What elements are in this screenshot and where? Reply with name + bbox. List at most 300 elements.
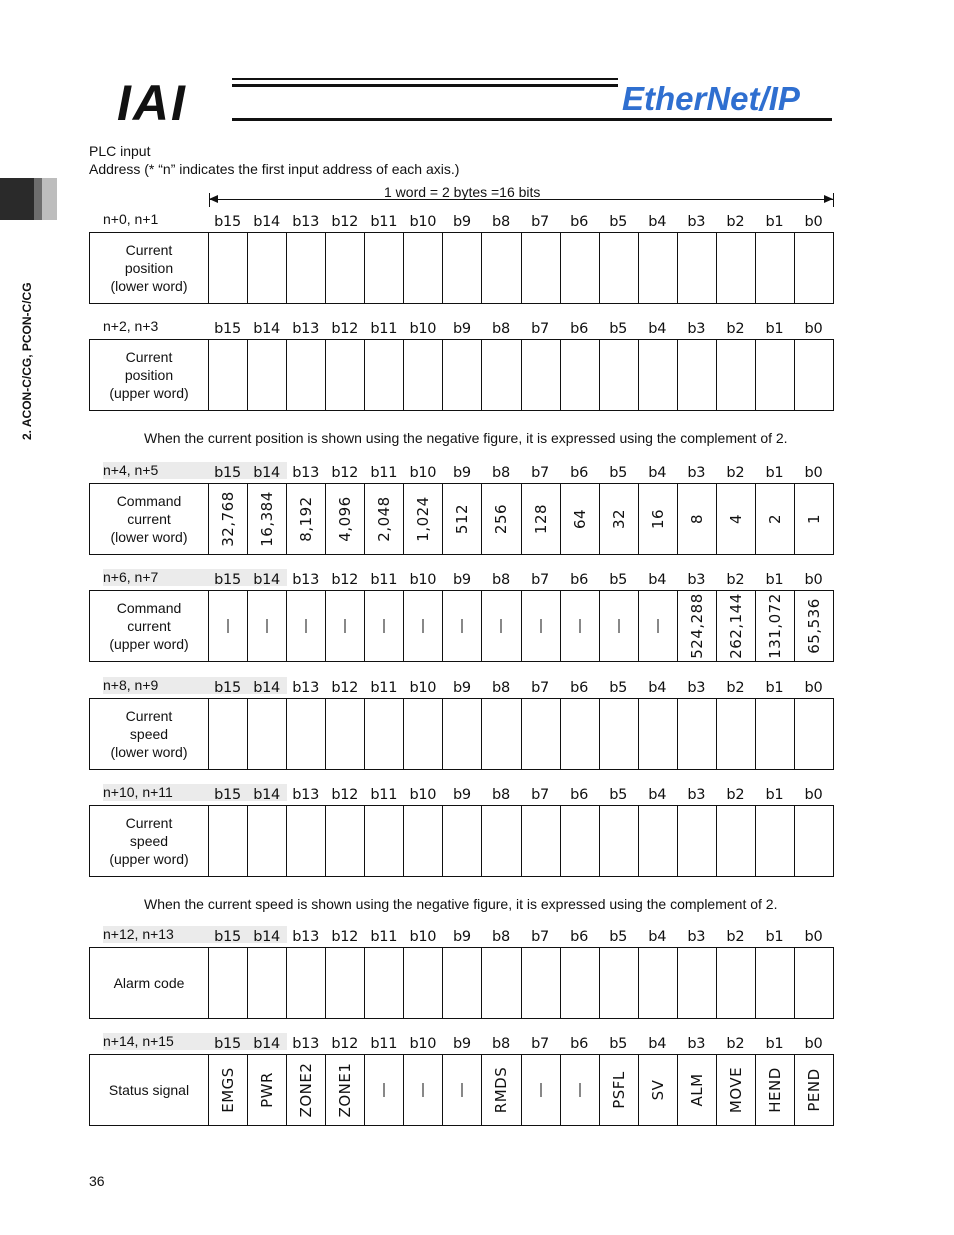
register-address: n+10, n+11 xyxy=(103,784,173,800)
bit-label: b3 xyxy=(687,787,706,803)
bit-cell xyxy=(365,806,404,876)
register-label-line: current xyxy=(127,618,171,634)
bit-cell xyxy=(443,948,482,1018)
bit-cell xyxy=(443,591,482,661)
bit-value: 32 xyxy=(609,508,628,530)
unused-bit-mark xyxy=(267,619,268,633)
speed-complement-note: When the current speed is shown using the negative figure, it is expressed using the complement of 2. xyxy=(144,896,778,912)
register-table xyxy=(89,590,834,662)
bit-cell xyxy=(482,340,521,410)
bit-cell xyxy=(287,1055,326,1125)
bit-value: PWR xyxy=(258,1072,277,1108)
bit-cell xyxy=(678,340,717,410)
bit-label: b9 xyxy=(452,929,471,945)
bit-value: 4,096 xyxy=(336,496,355,542)
bit-cell xyxy=(404,340,443,410)
bit-header-row xyxy=(208,214,833,230)
bit-value: 8 xyxy=(687,513,706,525)
bit-label: b4 xyxy=(648,572,667,588)
bit-label: b11 xyxy=(370,787,398,803)
register-label-line: Command xyxy=(116,600,182,616)
bit-cell xyxy=(561,806,600,876)
bit-cell xyxy=(756,806,795,876)
unused-bit-mark xyxy=(423,619,424,633)
register-label-line: (upper word) xyxy=(109,636,189,652)
bit-label: b9 xyxy=(452,572,471,588)
bit-label: b4 xyxy=(648,465,667,481)
bit-cell xyxy=(482,233,521,303)
register-address: n+8, n+9 xyxy=(103,677,159,693)
register-label xyxy=(90,1055,209,1125)
bit-value: 4 xyxy=(726,513,745,525)
bit-cell xyxy=(561,948,600,1018)
register-table xyxy=(89,1054,834,1126)
bit-cell xyxy=(326,1055,365,1125)
bit-label: b14 xyxy=(253,321,280,337)
bit-cell xyxy=(287,340,326,410)
bit-cell xyxy=(287,233,326,303)
bit-label: b2 xyxy=(726,680,745,696)
bit-label: b1 xyxy=(765,465,784,481)
register-table xyxy=(89,232,834,304)
unused-bit-mark xyxy=(540,1083,541,1097)
bit-value: MOVE xyxy=(726,1066,745,1114)
bit-label: b15 xyxy=(214,465,241,481)
bit-label: b12 xyxy=(331,787,359,803)
bit-label: b3 xyxy=(687,680,706,696)
bit-header-row xyxy=(208,1036,833,1052)
bit-label: b6 xyxy=(570,680,589,696)
bit-label: b6 xyxy=(570,214,589,230)
bit-label: b11 xyxy=(370,321,398,337)
bit-cell xyxy=(678,233,717,303)
bit-cell xyxy=(678,1055,717,1125)
bit-cell xyxy=(365,591,404,661)
bit-value: 524,288 xyxy=(687,593,706,659)
bit-label: b10 xyxy=(409,321,437,337)
unused-bit-mark xyxy=(501,619,502,633)
bit-cell xyxy=(248,591,287,661)
bit-label: b11 xyxy=(370,465,398,481)
unused-bit-mark xyxy=(657,619,658,633)
bit-cell xyxy=(443,233,482,303)
bit-label: b14 xyxy=(253,572,280,588)
bit-cell xyxy=(600,948,639,1018)
bit-cell xyxy=(248,948,287,1018)
bit-cell xyxy=(639,699,678,769)
bit-label: b10 xyxy=(409,787,437,803)
bit-value: 65,536 xyxy=(804,598,823,654)
register-label-line: speed xyxy=(129,833,169,849)
bit-label: b15 xyxy=(214,787,241,803)
register-label-line: Current xyxy=(125,815,173,831)
side-tab-marker-light xyxy=(42,178,57,220)
bit-cell xyxy=(639,948,678,1018)
bit-cell xyxy=(326,948,365,1018)
bit-label: b3 xyxy=(687,465,706,481)
bit-cell xyxy=(522,591,561,661)
bit-label: b8 xyxy=(492,465,510,481)
bit-label: b10 xyxy=(409,465,437,481)
bit-value: 128 xyxy=(531,503,550,535)
bit-cell xyxy=(639,340,678,410)
address-description: Address (* “n” indicates the first input address of each axis.) xyxy=(89,161,460,177)
bit-cell xyxy=(522,1055,561,1125)
register-label-line: (upper word) xyxy=(109,385,189,401)
bit-label: b12 xyxy=(331,214,359,230)
bit-cell xyxy=(404,948,443,1018)
unused-bit-mark xyxy=(462,1083,463,1097)
bit-cell xyxy=(678,484,717,554)
bit-label: b15 xyxy=(214,321,241,337)
bit-label: b4 xyxy=(648,214,667,230)
bit-cell xyxy=(600,806,639,876)
bit-label: b6 xyxy=(570,929,589,945)
bit-cell xyxy=(717,591,756,661)
bit-label: b15 xyxy=(214,214,241,230)
register-label-line: Current xyxy=(125,242,173,258)
bit-value: EMGS xyxy=(219,1067,238,1113)
bit-cell xyxy=(561,591,600,661)
bit-label: b3 xyxy=(687,929,706,945)
header-rule-thick xyxy=(232,118,832,121)
bit-cell xyxy=(482,1055,521,1125)
bit-cell xyxy=(600,591,639,661)
unused-bit-mark xyxy=(423,1083,424,1097)
bit-label: b12 xyxy=(331,572,359,588)
bit-label: b5 xyxy=(609,929,628,945)
bit-value: 512 xyxy=(453,503,472,535)
iai-logo: IAI xyxy=(117,75,187,131)
bit-cell xyxy=(756,233,795,303)
bit-label: b2 xyxy=(726,929,745,945)
bit-value: 2,048 xyxy=(375,496,394,542)
bit-label: b6 xyxy=(570,572,589,588)
bit-header-row xyxy=(208,929,833,945)
register-table xyxy=(89,339,834,411)
bit-label: b5 xyxy=(609,787,628,803)
register-address: n+14, n+15 xyxy=(103,1033,174,1049)
bit-cell xyxy=(404,806,443,876)
bit-cell xyxy=(561,233,600,303)
bit-label: b0 xyxy=(804,321,823,337)
bit-cell xyxy=(639,484,678,554)
bit-cell xyxy=(287,699,326,769)
bit-label: b3 xyxy=(687,572,706,588)
bit-label: b11 xyxy=(370,214,398,230)
register-label xyxy=(90,340,209,410)
bit-label: b0 xyxy=(804,214,823,230)
bit-cell xyxy=(287,591,326,661)
side-tab-marker-gray xyxy=(34,178,42,220)
bit-cell xyxy=(561,484,600,554)
register-label xyxy=(90,948,209,1018)
register-label-line: Current xyxy=(125,708,173,724)
bit-cell xyxy=(756,948,795,1018)
bit-cell xyxy=(795,948,833,1018)
bit-label: b14 xyxy=(253,787,280,803)
bit-label: b7 xyxy=(531,787,549,803)
register-label-line: position xyxy=(124,367,174,383)
bit-label: b5 xyxy=(609,465,628,481)
bit-cell xyxy=(248,1055,287,1125)
plc-input-heading: PLC input xyxy=(89,143,151,159)
word-span-arrow xyxy=(209,199,833,200)
bit-value: PSFL xyxy=(609,1071,628,1109)
bit-label: b10 xyxy=(409,680,437,696)
bit-label: b10 xyxy=(409,572,437,588)
bit-cell xyxy=(482,484,521,554)
bit-cell xyxy=(756,1055,795,1125)
bit-label: b13 xyxy=(292,465,320,481)
bit-label: b1 xyxy=(765,321,784,337)
bit-label: b0 xyxy=(804,787,823,803)
bit-cell xyxy=(678,948,717,1018)
bit-cell xyxy=(795,591,833,661)
bit-label: b1 xyxy=(765,787,784,803)
bit-value: 16,384 xyxy=(258,491,277,547)
bit-cell xyxy=(561,1055,600,1125)
register-label-line: Command xyxy=(116,493,182,509)
bit-cell xyxy=(522,806,561,876)
bit-label: b11 xyxy=(370,1036,398,1052)
bit-label: b2 xyxy=(726,1036,745,1052)
bit-label: b6 xyxy=(570,465,589,481)
bit-cell xyxy=(600,484,639,554)
bit-value: 8,192 xyxy=(297,496,316,542)
bit-label: b8 xyxy=(492,680,510,696)
bit-cell xyxy=(443,340,482,410)
bit-label: b8 xyxy=(492,572,510,588)
bit-cell xyxy=(482,591,521,661)
bit-label: b9 xyxy=(452,1036,471,1052)
bit-label: b1 xyxy=(765,680,784,696)
bit-label: b7 xyxy=(531,680,549,696)
bit-header-row xyxy=(208,321,833,337)
register-label-line: current xyxy=(127,511,171,527)
register-label-line: (lower word) xyxy=(110,529,188,545)
register-label xyxy=(90,484,209,554)
bit-cell xyxy=(365,948,404,1018)
bit-label: b2 xyxy=(726,465,745,481)
bit-cell xyxy=(639,806,678,876)
bit-cell xyxy=(287,948,326,1018)
bit-label: b8 xyxy=(492,929,510,945)
bit-label: b1 xyxy=(765,214,784,230)
bit-label: b4 xyxy=(648,680,667,696)
bit-label: b12 xyxy=(331,465,359,481)
register-address: n+12, n+13 xyxy=(103,926,174,942)
bit-label: b8 xyxy=(492,321,510,337)
bit-label: b7 xyxy=(531,214,549,230)
bit-cell xyxy=(678,699,717,769)
unused-bit-mark xyxy=(579,619,580,633)
bit-cell xyxy=(248,233,287,303)
bit-cell xyxy=(717,948,756,1018)
bit-cell xyxy=(365,484,404,554)
unused-bit-mark xyxy=(579,1083,580,1097)
bit-cell xyxy=(639,233,678,303)
bit-cell xyxy=(443,699,482,769)
bit-label: b4 xyxy=(648,787,667,803)
bit-label: b2 xyxy=(726,572,745,588)
bit-label: b1 xyxy=(765,572,784,588)
bit-cell xyxy=(756,699,795,769)
bit-label: b2 xyxy=(726,214,745,230)
bit-label: b14 xyxy=(253,1036,280,1052)
bit-cell xyxy=(287,484,326,554)
unused-bit-mark xyxy=(306,619,307,633)
bit-cell xyxy=(248,806,287,876)
register-address: n+6, n+7 xyxy=(103,569,159,585)
word-span-tick-right xyxy=(833,193,834,207)
bit-value: SV xyxy=(648,1079,667,1101)
register-label-line: position xyxy=(124,260,174,276)
bit-header-row xyxy=(208,680,833,696)
bit-cell xyxy=(209,233,248,303)
bit-header-row xyxy=(208,465,833,481)
bit-label: b9 xyxy=(452,321,471,337)
bit-label: b0 xyxy=(804,929,823,945)
bit-label: b8 xyxy=(492,787,510,803)
bit-cell xyxy=(365,699,404,769)
bit-label: b5 xyxy=(609,1036,628,1052)
bit-label: b7 xyxy=(531,572,549,588)
bit-cell xyxy=(443,806,482,876)
bit-header-row xyxy=(208,572,833,588)
bit-cell xyxy=(482,699,521,769)
bit-cell xyxy=(248,340,287,410)
bit-cell xyxy=(209,806,248,876)
position-complement-note: When the current position is shown using the negative figure, it is expressed using the complement of 2. xyxy=(144,430,788,446)
unused-bit-mark xyxy=(384,1083,385,1097)
bit-label: b11 xyxy=(370,680,398,696)
unused-bit-mark xyxy=(384,619,385,633)
bit-label: b7 xyxy=(531,1036,549,1052)
bit-value: 32,768 xyxy=(219,491,238,547)
bit-cell xyxy=(209,948,248,1018)
bit-value: 16 xyxy=(648,508,667,530)
register-table xyxy=(89,698,834,770)
word-size-note: 1 word = 2 bytes =16 bits xyxy=(384,184,541,200)
bit-label: b4 xyxy=(648,1036,667,1052)
header-rule-mid xyxy=(232,84,618,87)
bit-value: 64 xyxy=(570,508,589,530)
bit-label: b2 xyxy=(726,321,745,337)
register-label-line: (lower word) xyxy=(110,744,188,760)
bit-cell xyxy=(522,340,561,410)
register-table xyxy=(89,947,834,1019)
register-label-line: (upper word) xyxy=(109,851,189,867)
bit-label: b0 xyxy=(804,572,823,588)
bit-label: b10 xyxy=(409,1036,437,1052)
bit-cell xyxy=(795,699,833,769)
bit-cell xyxy=(404,591,443,661)
bit-value: 1 xyxy=(804,513,823,525)
bit-cell xyxy=(678,806,717,876)
bit-cell xyxy=(717,484,756,554)
bit-header-row xyxy=(208,787,833,803)
bit-cell xyxy=(326,233,365,303)
bit-cell xyxy=(561,699,600,769)
word-span-tick-left xyxy=(209,193,210,207)
bit-label: b9 xyxy=(452,680,471,696)
bit-label: b15 xyxy=(214,572,241,588)
bit-cell xyxy=(404,1055,443,1125)
unused-bit-mark xyxy=(345,619,346,633)
bit-cell xyxy=(365,1055,404,1125)
bit-label: b4 xyxy=(648,321,667,337)
bit-cell xyxy=(248,699,287,769)
bit-cell xyxy=(717,806,756,876)
bit-label: b9 xyxy=(452,787,471,803)
bit-cell xyxy=(522,948,561,1018)
register-label xyxy=(90,806,209,876)
bit-label: b5 xyxy=(609,214,628,230)
bit-label: b15 xyxy=(214,929,241,945)
bit-cell xyxy=(795,806,833,876)
bit-cell xyxy=(600,699,639,769)
bit-cell xyxy=(404,233,443,303)
bit-label: b5 xyxy=(609,321,628,337)
bit-cell xyxy=(717,233,756,303)
bit-value: ALM xyxy=(687,1073,706,1107)
register-label-line: Current xyxy=(125,349,173,365)
register-address: n+2, n+3 xyxy=(103,318,159,334)
bit-label: b13 xyxy=(292,214,320,230)
bit-cell xyxy=(522,699,561,769)
bit-label: b9 xyxy=(452,465,471,481)
bit-value: PEND xyxy=(804,1068,823,1112)
bit-cell xyxy=(756,484,795,554)
bit-cell xyxy=(326,340,365,410)
bit-label: b2 xyxy=(726,787,745,803)
bit-value: 262,144 xyxy=(726,593,745,659)
bit-cell xyxy=(326,484,365,554)
register-label-line: Status signal xyxy=(108,1082,190,1098)
bit-label: b11 xyxy=(370,572,398,588)
bit-cell xyxy=(248,484,287,554)
bit-label: b11 xyxy=(370,929,398,945)
side-tab-marker-dark xyxy=(0,178,34,220)
bit-cell xyxy=(482,806,521,876)
header-rule-thin xyxy=(232,78,618,80)
bit-cell xyxy=(795,1055,833,1125)
bit-cell xyxy=(326,591,365,661)
bit-label: b4 xyxy=(648,929,667,945)
bit-cell xyxy=(522,233,561,303)
bit-cell xyxy=(639,591,678,661)
bit-label: b10 xyxy=(409,214,437,230)
bit-cell xyxy=(482,948,521,1018)
bit-label: b7 xyxy=(531,929,549,945)
unused-bit-mark xyxy=(462,619,463,633)
bit-cell xyxy=(287,806,326,876)
register-label xyxy=(90,699,209,769)
bit-value: 2 xyxy=(765,513,784,525)
bit-label: b9 xyxy=(452,214,471,230)
bit-label: b6 xyxy=(570,1036,589,1052)
bit-label: b5 xyxy=(609,572,628,588)
bit-cell xyxy=(443,484,482,554)
page-number: 36 xyxy=(89,1173,105,1189)
bit-cell xyxy=(795,233,833,303)
bit-label: b13 xyxy=(292,680,320,696)
bit-cell xyxy=(209,591,248,661)
bit-cell xyxy=(209,1055,248,1125)
bit-value: 131,072 xyxy=(765,593,784,659)
bit-label: b15 xyxy=(214,1036,241,1052)
